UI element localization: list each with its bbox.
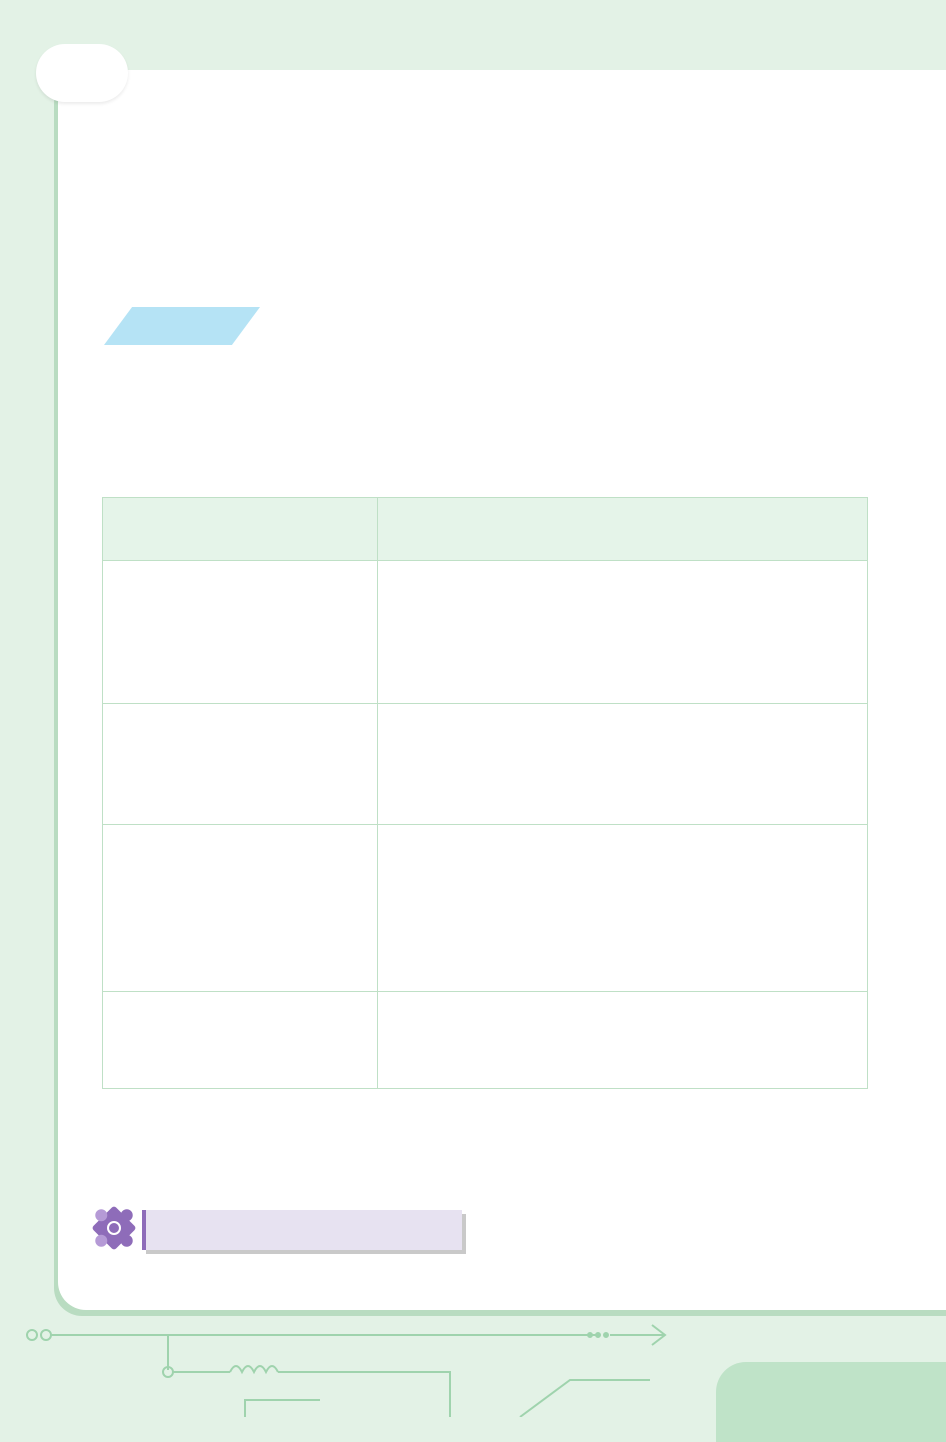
table-row	[103, 825, 868, 992]
table-cell-object	[103, 704, 378, 825]
table-cell-properties	[378, 992, 868, 1089]
table-row	[103, 561, 868, 704]
table-header-properties	[378, 498, 868, 561]
table-row	[103, 704, 868, 825]
table-header-objects	[103, 498, 378, 561]
table-cell-properties	[378, 825, 868, 992]
decorative-blob	[716, 1362, 946, 1442]
table-cell-object	[103, 825, 378, 992]
table-row	[103, 992, 868, 1089]
table-cell-object	[103, 561, 378, 704]
puzzle-piece-icon	[84, 1198, 144, 1258]
table-cell-properties	[378, 561, 868, 704]
table-header-row	[103, 498, 868, 561]
table-cell-object	[103, 992, 378, 1089]
page-number	[36, 44, 128, 102]
os-objects-table	[102, 497, 868, 1089]
work-banner	[142, 1210, 462, 1250]
table-cell-properties	[378, 704, 868, 825]
